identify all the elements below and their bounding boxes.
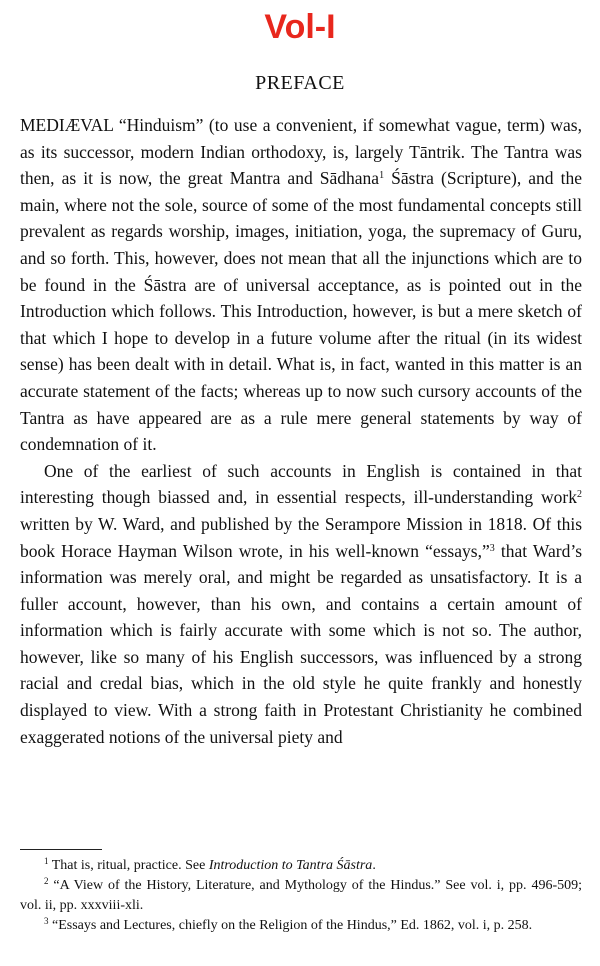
paragraph-2 [20,458,582,751]
footnote-1 [20,856,582,876]
footnote-text-end: . [372,858,376,873]
footnote-3 [20,916,582,936]
preface-body [20,112,582,750]
paragraph-1-text-b: Śāstra (Scripture), and the main, where not the sole, source of some of the most fundamental concepts still prevalent as regards worship, images, initiation, yoga, the supremacy of Guru, and so forth. This, however, does not mean that all the injunctions which are to be found in the Śāstra are of universal acceptance, as is pointed out in the Introduction which follows. This Introduction, however, is but a mere sketch of that which I hope to develop in a future volume after the ritual (in its widest sense) has been dealt with in detail. What is, in fact, wanted in this matter is an accurate statement of the facts; whereas up to now such cursory accounts of the Tantra as have appeared are as a rule mere general statements by way of condemnation of it. [20,168,583,455]
footnote-text: “Essays and Lectures, chiefly on the Religion of the Hindus,” Ed. 1862, vol. i, p. 258. [52,918,533,933]
paragraph-2-text-c: that Ward’s information was merely oral, and might be regarded as unsatisfactory. It is a fuller account, however, than his own, and contains a certain amount of information which is fairly accurate with some which is not so. The author, however, like so many of his English successors, was influenced by a strong racial and credal bias, which in the old style he quite frankly and honestly displayed to view. With a strong faith in Protestant Christianity he combined exaggerated notions of the universal piety and [20,540,583,747]
footnote-divider [20,849,102,850]
footnote-ref-3: 3 [489,542,495,554]
page-title: PREFACE [255,72,345,94]
paragraph-2-text-b: written by W. Ward, and published by the Serampore Mission in 1818. Of this book Horace Hayman Wilson wrote, in his well-known “essays,” [20,513,582,561]
paragraph-1-text-a: MEDIÆVAL “Hinduism” (to use a convenient, if somewhat vague, term) was, as its successor, modern Indian orthodoxy, is, largely Tāntrik. The Tantra was then, as it is now, the great Mantra and Sādhana [20,115,582,189]
footnote-number: 2 [44,876,49,886]
paragraph-2-text-a: One of the earliest of such accounts in English is contained in that interesting though biassed and, in essential respects, ill-understanding work [20,460,582,508]
footnote-text: That is, ritual, practice. See [51,858,209,873]
footnote-2 [20,876,582,916]
footnote-text: “A View of the History, Literature, and Mythology of the Hindus.” See vol. i, pp. 496-509; vol. ii, pp. xxxviii-xli. [20,878,582,913]
volume-label: Vol-I [264,8,336,46]
footnote-italic-title: Introduction to Tantra Śāstra [208,858,373,873]
footnote-number: 3 [44,916,49,926]
footnote-ref-1: 1 [379,170,385,182]
footnotes [20,856,582,936]
paragraph-1 [20,112,582,458]
footnote-number: 1 [44,856,49,866]
footnote-ref-2: 2 [577,489,582,501]
